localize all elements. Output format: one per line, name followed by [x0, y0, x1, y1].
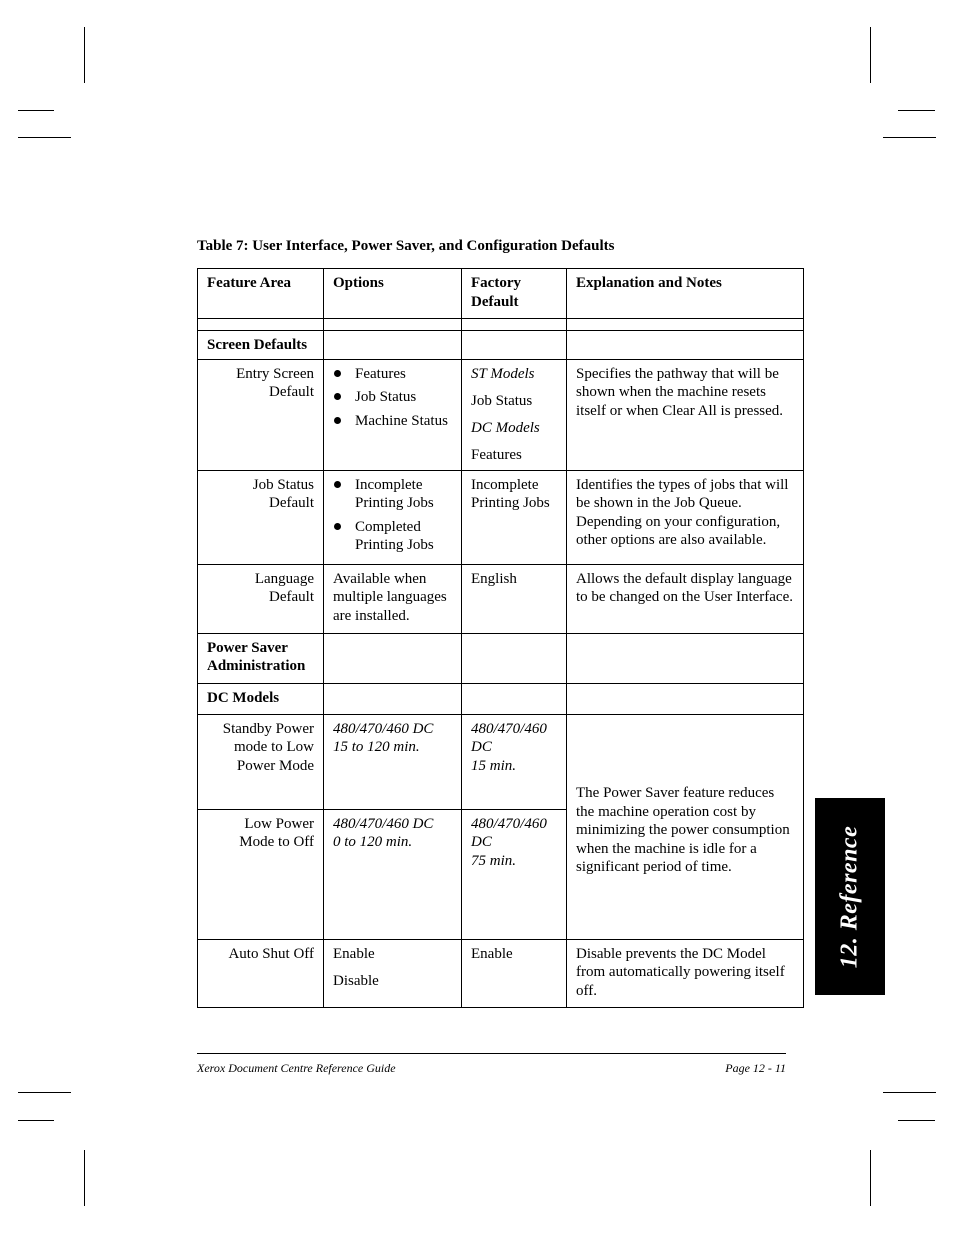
feature-line: Job Status: [252, 476, 314, 493]
feature-language: [198, 564, 324, 633]
crop-mark: [18, 1120, 54, 1121]
header-feature-area: Feature Area: [198, 269, 324, 319]
default-line: 480/470/460: [471, 815, 547, 832]
feature-line: Entry Screen: [236, 365, 314, 382]
default-line: 75 min.: [471, 852, 516, 869]
footer-guide-title: Xerox Document Centre Reference Guide: [197, 1061, 396, 1075]
options-job-status: [324, 470, 462, 564]
crop-mark: [84, 27, 85, 83]
table-row: [198, 359, 804, 470]
option-line: 480/470/460 DC: [333, 815, 434, 832]
feature-line: Default: [269, 495, 314, 511]
table-row: [198, 714, 804, 809]
model-label: DC Models: [471, 419, 540, 436]
feature-line: Default: [269, 384, 314, 400]
feature-entry-screen: [198, 359, 324, 470]
default-line: DC: [471, 834, 492, 850]
footer-rule: [197, 1053, 786, 1054]
chapter-tab-label: 12. Reference: [836, 825, 863, 968]
default-entry-screen: [462, 359, 567, 470]
options-auto-shut-off: [324, 939, 462, 1007]
model-label: ST Models: [471, 365, 535, 382]
notes-language: Allows the default display language to be changed on the User Interface.: [567, 564, 804, 633]
chapter-tab: [815, 798, 885, 995]
table-row: [198, 470, 804, 564]
list-item: Job Status: [333, 388, 453, 407]
list-item: Machine Status: [333, 412, 453, 431]
header-explanation: Explanation and Notes: [567, 269, 804, 319]
section-label-line: Power Saver: [207, 639, 288, 656]
footer-page-number: Page 12 - 11: [725, 1061, 786, 1075]
default-language: English: [462, 564, 567, 633]
header-options: Options: [324, 269, 462, 319]
default-line: 480/470/460: [471, 720, 547, 737]
feature-low-power: [198, 809, 324, 939]
default-job-status: Incomplete Printing Jobs: [462, 470, 567, 564]
options-entry-screen: [324, 359, 462, 470]
feature-job-status: [198, 470, 324, 564]
notes-entry-screen: Specifies the pathway that will be shown when the machine resets itself or when Clear All is pressed.: [567, 359, 804, 470]
notes-power-saver: The Power Saver feature reduces the machine operation cost by minimizing the power consumption when the machine is idle for a significant period of time.: [567, 714, 804, 939]
section-power-saver: [198, 633, 324, 683]
option-line: 0 to 120 min.: [333, 834, 413, 850]
crop-mark: [883, 1092, 936, 1093]
crop-mark: [84, 1150, 85, 1206]
section-label-line: Administration: [207, 658, 306, 674]
crop-mark: [870, 1150, 871, 1206]
default-value: Features: [471, 446, 522, 463]
section-row: [198, 683, 804, 714]
defaults-table: [197, 268, 804, 1008]
crop-mark: [898, 110, 935, 111]
feature-standby-power: Standby Power mode to Low Power Mode: [198, 714, 324, 809]
option-line: Enable: [333, 945, 375, 962]
crop-mark: [870, 27, 871, 83]
list-item: Features: [333, 365, 453, 384]
default-value: Job Status: [471, 392, 533, 409]
crop-mark: [898, 1120, 935, 1121]
crop-mark: [18, 1092, 71, 1093]
crop-mark: [883, 137, 936, 138]
option-line: Disable: [333, 972, 379, 989]
table-title: Table 7: User Interface, Power Saver, and Configuration Defaults: [197, 238, 615, 254]
table-header-row: [198, 269, 804, 319]
notes-job-status: Identifies the types of jobs that will be shown in the Job Queue. Depending on your configuration, other options are also available.: [567, 470, 804, 564]
default-low-power: [462, 809, 567, 939]
crop-mark: [18, 110, 54, 111]
feature-line: Mode to Off: [239, 834, 314, 850]
feature-line: Low Power: [244, 815, 314, 832]
options-language: Available when multiple languages are installed.: [324, 564, 462, 633]
option-line: 480/470/460 DC: [333, 720, 434, 737]
section-dc-models: DC Models: [198, 683, 324, 714]
notes-auto-shut-off: Disable prevents the DC Model from automatically powering itself off.: [567, 939, 804, 1007]
section-row: [198, 331, 804, 360]
header-separator: [198, 319, 804, 331]
list-item: Incomplete Printing Jobs: [333, 476, 453, 513]
section-screen-defaults: Screen Defaults: [198, 331, 324, 360]
default-line: 15 min.: [471, 757, 516, 774]
default-auto-shut-off: Enable: [462, 939, 567, 1007]
list-item: Completed Printing Jobs: [333, 518, 453, 555]
default-standby-power: [462, 714, 567, 809]
options-low-power: [324, 809, 462, 939]
options-standby-power: [324, 714, 462, 809]
crop-mark: [18, 137, 71, 138]
feature-line: Default: [269, 589, 314, 605]
option-line: 15 to 120 min.: [333, 739, 420, 755]
table-row: [198, 564, 804, 633]
header-factory-default: [462, 269, 567, 319]
default-line: DC: [471, 739, 492, 755]
table-row: [198, 939, 804, 1007]
feature-auto-shut-off: Auto Shut Off: [198, 939, 324, 1007]
header-factory-default-line: Default: [471, 293, 519, 310]
header-factory-default-line: Factory: [471, 275, 521, 291]
feature-line: Language: [254, 570, 314, 587]
section-row: [198, 633, 804, 683]
